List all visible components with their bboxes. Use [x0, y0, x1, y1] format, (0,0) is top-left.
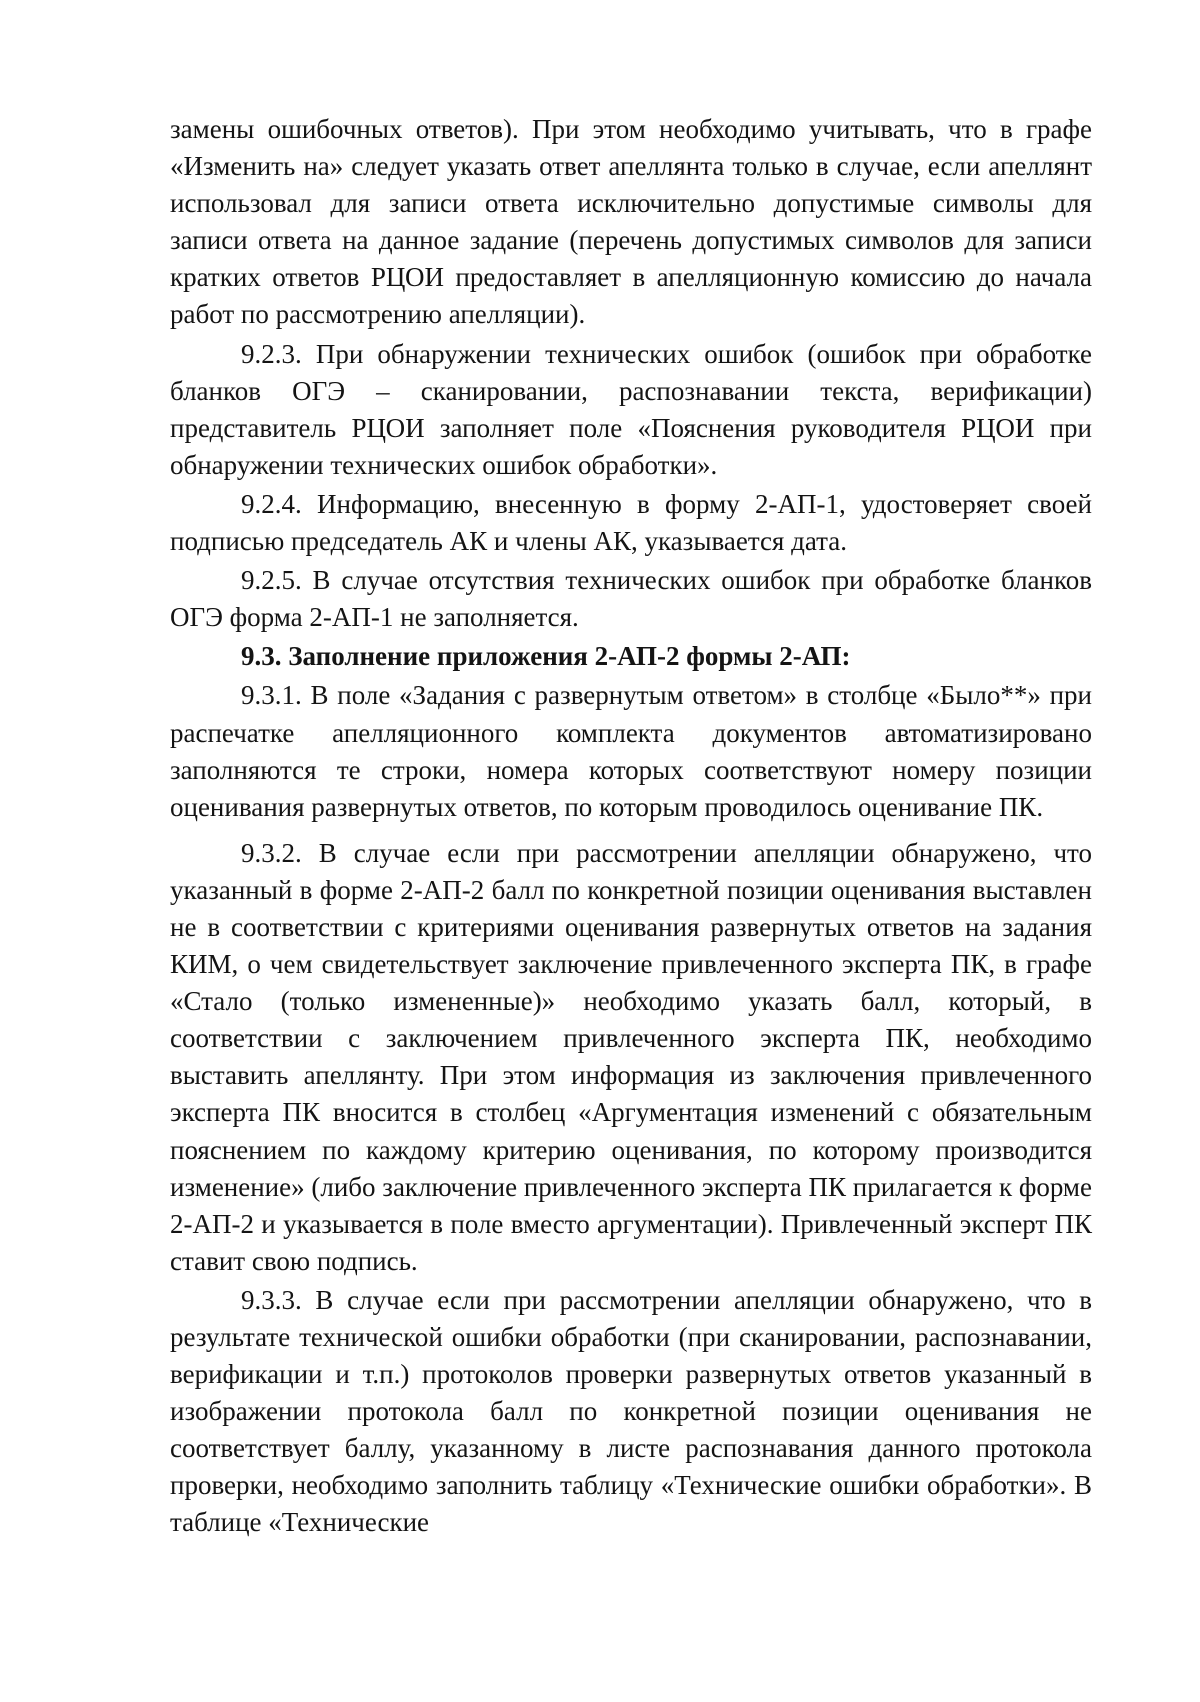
- paragraph-9-2-4: 9.2.4. Информацию, внесенную в форму 2-АП-1, удостоверяет своей подписью председатель АК и члены АК, указывается дата.: [170, 488, 1092, 557]
- paragraph-9-2-5: 9.2.5. В случае отсутствия технических ошибок при обработке бланков ОГЭ форма 2-АП-1 не заполняется.: [170, 565, 1092, 633]
- section-heading-9-3: 9.3. Заполнение приложения 2-АП-2 формы 2-АП:: [241, 641, 851, 672]
- paragraph-9-2-3: 9.2.3. При обнаружении технических ошибок (ошибок при обработке бланков ОГЭ – сканировании, распознавании текста, верификации) представитель РЦОИ заполняет поле «Пояснения руководителя РЦОИ при обнаружении технических ошибок обработки».: [170, 338, 1092, 480]
- paragraph-9-3-1: 9.3.1. В поле «Задания с развернутым ответом» в столбце «Было**» при распечатке апелляционного комплекта документов автоматизировано заполняются те строки, номера которых соответствуют номеру позиции оценивания развернутых ответов, по которым проводилось оценивание ПК.: [170, 680, 1092, 822]
- document-body: [170, 111, 1092, 1542]
- paragraph-continuation: замены ошибочных ответов). При этом необходимо учитывать, что в графе «Изменить на» следует указать ответ апеллянта только в случае, если апеллянт использовал для записи ответа исключительно допустимые символы для записи ответа на данное задание (перечень допустимых символов для записи кратких ответов РЦОИ предоставляет в апелляционную комиссию до начала работ по рассмотрению апелляции).: [170, 114, 1092, 330]
- paragraph-9-3-2: 9.3.2. В случае если при рассмотрении апелляции обнаружено, что указанный в форме 2-АП-2 балл по конкретной позиции оценивания выставлен не в соответствии с критериями оценивания развернутых ответов на задания КИМ, о чем свидетельствует заключение привлеченного эксперта ПК, в графе «Стало (только измененные)» необходимо указать балл, который, в соответствии с заключением привлеченного эксперта ПК, необходимо выставить апеллянту. При этом информация из заключения привлеченного эксперта ПК вносится в столбец «Аргументация изменений с обязательным пояснением по каждому критерию оценивания, по которому производится изменение» (либо заключение привлеченного эксперта ПК прилагается к форме 2-АП-2 и указывается в поле вместо аргументации). Привлеченный эксперт ПК ставит свою подпись.: [170, 837, 1092, 1276]
- paragraph-9-3-3: 9.3.3. В случае если при рассмотрении апелляции обнаружено, что в результате технической ошибки обработки (при сканировании, распознавании, верификации и т.п.) протоколов проверки развернутых ответов указанный в изображении протокола балл по конкретной позиции оценивания не соответствует баллу, указанному в листе распознавания данного протокола проверки, необходимо заполнить таблицу «Технические ошибки обработки». В таблице «Технические: [170, 1284, 1092, 1538]
